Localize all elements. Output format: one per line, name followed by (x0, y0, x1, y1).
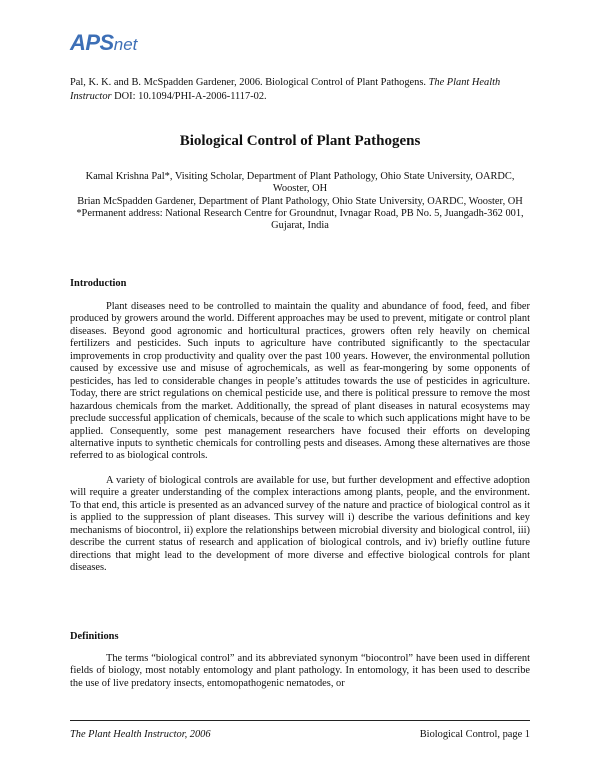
introduction-paragraph-2: A variety of biological controls are available for use, but further development and effective adoption will require a greater understanding of the complex interactions among plants, people, and the environment. To that end, this article is presented as an advanced survey of the nature and practice of biological control as it is applied to the suppression of plant diseases. This survey will i) describe the various definitions and key mechanisms of biocontrol, ii) explore the relationships between microbial diversity and biological control, iii) describe the current status of research and application of biological controls, and iv) briefly outline future directions that might lead to the development of more diverse and effective biological controls for plant diseases. (70, 474, 530, 574)
definitions-section (70, 631, 530, 690)
citation-part2: DOI: 10.1094/PHI-A-2006-1117-02. (111, 91, 267, 102)
definitions-paragraph-1: The terms “biological control” and its abbreviated synonym “biocontrol” have been used in different fields of biology, most notably entomology and plant pathology. In entomology, it has been used to describe the use of live predatory insects, entomopathogenic nematodes, or (70, 653, 530, 689)
permanent-address: *Permanent address: National Research Centre for Groundnut, Ivnagar Road, PB No. 5, Juangadh-362 001, Gujarat, India (76, 207, 524, 232)
citation-journal: The Plant Health Instructor (70, 77, 501, 102)
footer-page-number: Biological Control, page 1 (419, 729, 530, 740)
introduction-section (70, 278, 530, 575)
author-pal: Kamal Krishna Pal*, Visiting Scholar, Department of Plant Pathology, Ohio State University, OARDC, Wooster, OH (85, 171, 515, 195)
logo-aps-text: APS (70, 30, 114, 55)
apsnet-logo[interactable] (70, 32, 137, 54)
author-mcspadden: Brian McSpadden Gardener, Department of Plant Pathology, Ohio State University, OARDC, Wooster, OH (77, 195, 523, 207)
footer-journal: The Plant Health Instructor, 2006 (70, 729, 211, 740)
author-block (76, 171, 524, 232)
footer-divider (70, 720, 530, 721)
logo-net-text: net (113, 35, 138, 54)
introduction-heading: Introduction (70, 278, 127, 289)
citation (70, 76, 530, 104)
introduction-paragraph-1: Plant diseases need to be controlled to maintain the quality and abundance of food, feed, and fiber produced by growers around the world. Different approaches may be used to prevent, mitigate or control plant diseases. Beyond good agronomic and horticultural practices, growers often rely heavily on chemical fertilizers and pesticides. Such inputs to agriculture have contributed significantly to the spectacular improvements in crop productivity and quality over the past 100 years. However, the environmental pollution caused by excessive use and misuse of agrochemicals, as well as fear-mongering by some opponents of pesticides, has led to considerable changes in people’s attitudes towards the use of pesticides in agriculture. Today, there are strict regulations on chemical pesticide use, and there is political pressure to remove the most hazardous chemicals from the market. Additionally, the spread of plant diseases in natural ecosystems may preclude successful application of chemicals, because of the scale to which such applications might have to be applied. Consequently, some pest management researchers have focused their efforts on developing alternative inputs to synthetic chemicals for controlling pests and diseases. Among these alternatives are those referred to as biological controls. (70, 301, 530, 462)
article-title: Biological Control of Plant Pathogens (179, 133, 421, 149)
citation-part1: Pal, K. K. and B. McSpadden Gardener, 2006. Biological Control of Plant Pathogens. (70, 77, 429, 88)
definitions-heading: Definitions (70, 631, 119, 642)
